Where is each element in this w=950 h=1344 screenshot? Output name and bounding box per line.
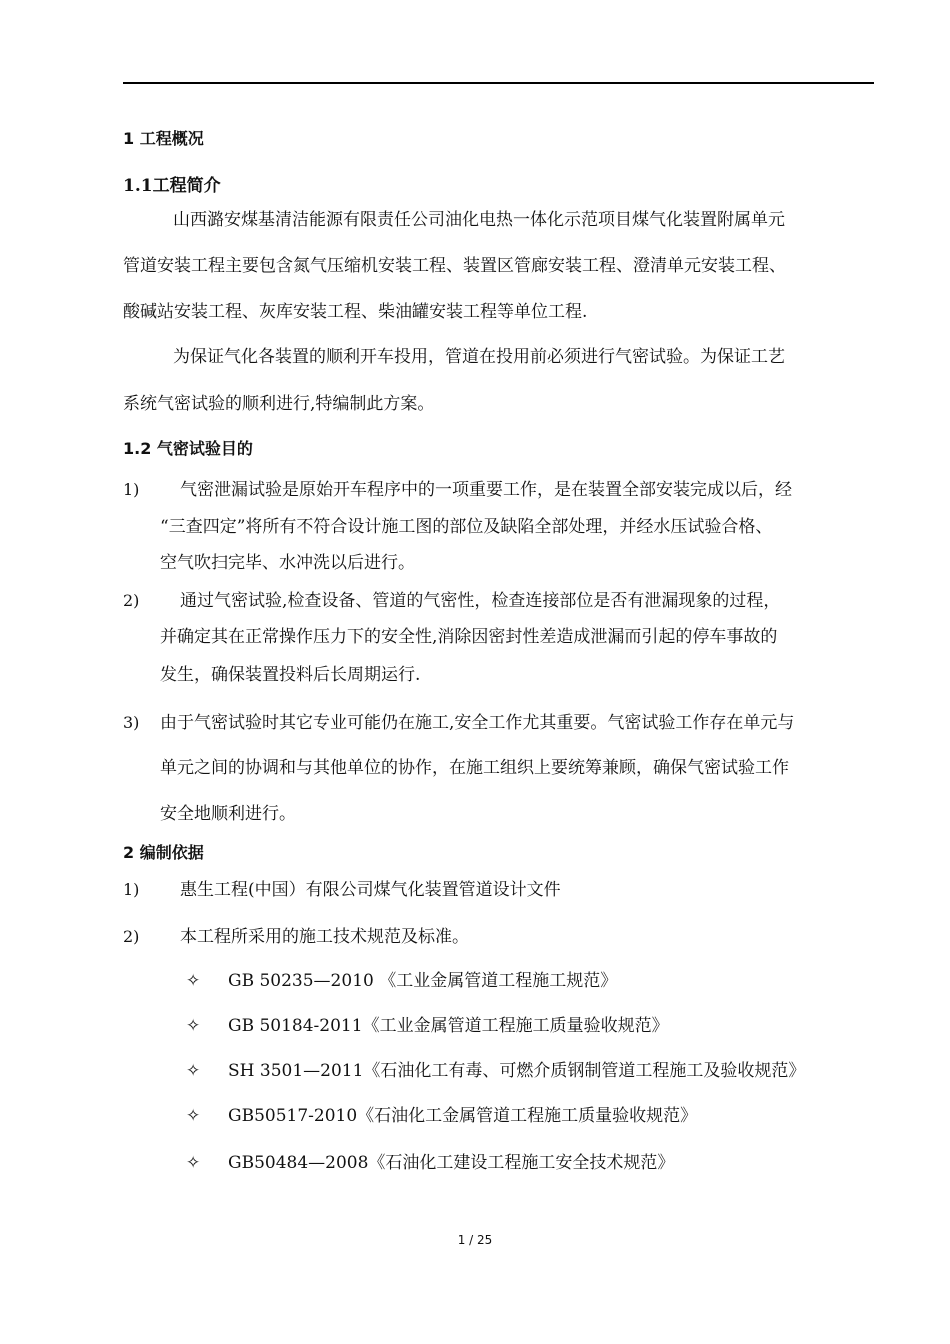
list-item-line: 空气吹扫完毕、水冲洗以后进行。 — [160, 553, 415, 573]
standard-item: SH 3501—2011《石油化工有毒、可燃介质钢制管道工程施工及验收规范》 — [228, 1061, 806, 1081]
paragraph-line: 为保证气化各装置的顺利开车投用，管道在投用前必须进行气密试验。为保证工艺 — [173, 347, 785, 367]
bullet-star-icon: ✧ — [186, 1153, 201, 1173]
list-number: 1) — [123, 480, 140, 499]
section-1-title: 1 工程概况 — [123, 129, 204, 148]
standard-item: GB50484—2008《石油化工建设工程施工安全技术规范》 — [228, 1153, 675, 1173]
list-item-line: 惠生工程(中国）有限公司煤气化装置管道设计文件 — [180, 880, 561, 900]
bullet-star-icon: ✧ — [186, 1016, 201, 1036]
page-number: 1 / 25 — [457, 1233, 493, 1247]
header-rule — [123, 82, 874, 84]
list-item-line: 由于气密试验时其它专业可能仍在施工,安全工作尤其重要。气密试验工作存在单元与 — [160, 713, 795, 733]
list-item-line: 本工程所采用的施工技术规范及标准。 — [180, 927, 469, 947]
paragraph-line: 山西潞安煤基清洁能源有限责任公司油化电热一体化示范项目煤气化装置附属单元 — [173, 210, 785, 230]
list-number: 2) — [123, 591, 140, 610]
standard-item: GB50517-2010《石油化工金属管道工程施工质量验收规范》 — [228, 1106, 698, 1126]
list-item-line: 发生，确保装置投料后长周期运行. — [160, 665, 421, 685]
list-number: 1) — [123, 880, 140, 899]
list-item-line: 单元之间的协调和与其他单位的协作，在施工组织上要统筹兼顾，确保气密试验工作 — [160, 758, 789, 778]
list-item-line: 气密泄漏试验是原始开车程序中的一项重要工作，是在装置全部安装完成以后，经 — [180, 480, 792, 500]
paragraph-line: 酸碱站安装工程、灰库安装工程、柴油罐安装工程等单位工程. — [123, 302, 588, 322]
list-item-line: 通过气密试验,检查设备、管道的气密性，检查连接部位是否有泄漏现象的过程， — [180, 591, 781, 611]
section-2-title: 2 编制依据 — [123, 843, 204, 862]
paragraph-line: 管道安装工程主要包含氮气压缩机安装工程、装置区管廊安装工程、澄清单元安装工程、 — [123, 256, 786, 276]
list-item-line: 并确定其在正常操作压力下的安全性,消除因密封性差造成泄漏而引起的停车事故的 — [160, 627, 778, 647]
list-item-line: 安全地顺利进行。 — [160, 804, 296, 824]
section-1-1-title: 1.1工程简介 — [123, 176, 221, 196]
list-number: 2) — [123, 927, 140, 946]
bullet-star-icon: ✧ — [186, 971, 201, 991]
list-item-line: “三查四定”将所有不符合设计施工图的部位及缺陷全部处理，并经水压试验合格、 — [160, 517, 773, 537]
standard-item: GB 50184-2011《工业金属管道工程施工质量验收规范》 — [228, 1016, 669, 1036]
bullet-star-icon: ✧ — [186, 1106, 201, 1126]
standard-item: GB 50235—2010 《工业金属管道工程施工规范》 — [228, 971, 618, 991]
bullet-star-icon: ✧ — [186, 1061, 201, 1081]
paragraph-line: 系统气密试验的顺利进行,特编制此方案。 — [123, 394, 435, 414]
list-number: 3) — [123, 713, 140, 732]
section-1-2-title: 1.2 气密试验目的 — [123, 439, 253, 458]
